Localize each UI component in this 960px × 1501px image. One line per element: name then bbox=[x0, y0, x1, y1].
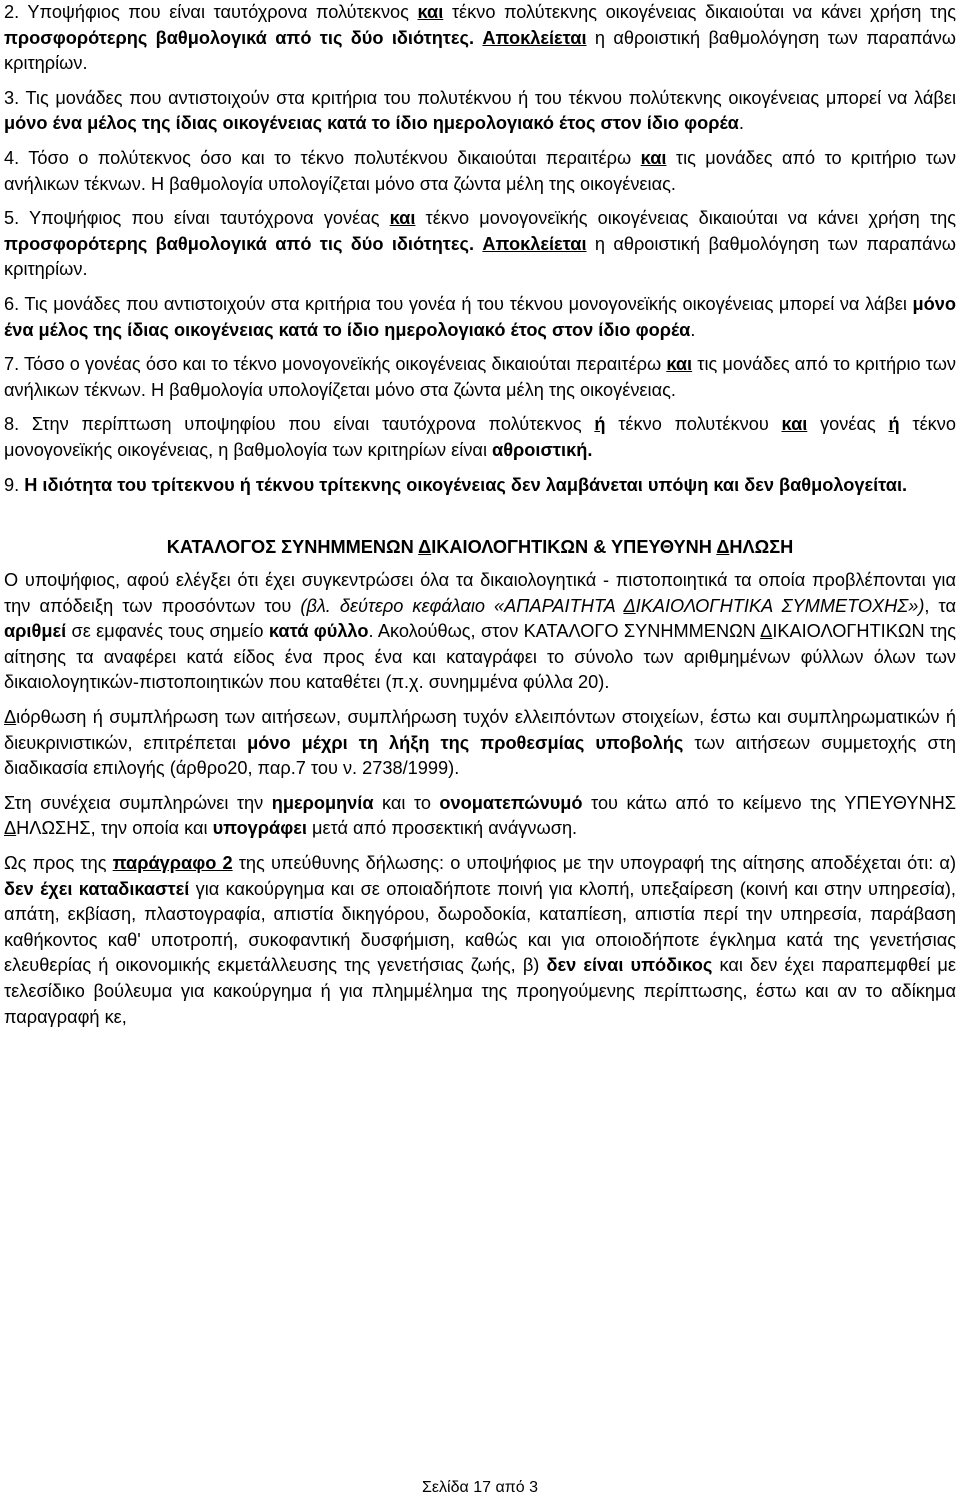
paragraph-corrections bbox=[4, 705, 956, 782]
text-italic-underlined: Δ bbox=[623, 595, 636, 616]
text-bold: υπογράφει bbox=[212, 818, 307, 839]
text: μετά από προσεκτική ανάγνωση. bbox=[306, 818, 578, 839]
text: τέκνο πολυτέκνου bbox=[605, 414, 782, 435]
text-underlined: Δ bbox=[4, 818, 17, 839]
text: ΙΚΑΙΟΛΟΓΗΤΙΚΩΝ της αίτησης τα αναφέρει κατά είδος ένα προς ένα και καταγράφει το σύνολο των αριθμημένων φύλλων όλων των δικαιολογητικών-πιστοποιητικών που καταθέτει (π.χ. συνημμένα φύλλα 20). bbox=[4, 621, 956, 693]
text: 2. Υποψήφιος που είναι ταυτόχρονα πολύτεκνος bbox=[4, 2, 418, 22]
text-bold: προσφορότερης βαθμολογικά από τις δύο ιδιότητες. bbox=[4, 233, 475, 254]
text: τέκνο μονογονεϊκής οικογένειας δικαιούται να κάνει χρήση της bbox=[415, 208, 956, 229]
text: η αθροιστική βαθμολόγηση των παραπάνω κριτηρίων. bbox=[4, 27, 956, 74]
text-bold: κατά φύλλο bbox=[268, 621, 369, 642]
text: τέκνο πολύτεκνης οικογένειας δικαιούται να κάνει χρήση της bbox=[443, 2, 956, 22]
paragraph-8 bbox=[4, 412, 956, 463]
text-bold: μόνο ένα μέλος της ίδιας οικογένειας κατά το ίδιο ημερολογιακό έτος στον ίδιο φορέα bbox=[4, 293, 956, 340]
text: 9. bbox=[4, 474, 25, 495]
text-italic: (βλ. δεύτερο κεφάλαιο «ΑΠΑΡΑΙΤΗΤΑ bbox=[300, 595, 624, 616]
text: και δεν έχει παραπεμφθεί με τελεσίδικο βούλευμα για κακούργημα ή για πλημμέλημα της προηγούμενης περίπτωσης, έστω και αν το αδίκημα παραγραφή κε, bbox=[4, 955, 956, 1027]
paragraph-declaration-2 bbox=[4, 851, 956, 1030]
text: του κάτω από το κείμενο της ΥΠΕΥΘΥΝΗΣ bbox=[582, 792, 957, 813]
text-bold-underlined: και bbox=[640, 147, 667, 168]
text-underlined: Δ bbox=[760, 621, 773, 642]
paragraph-9 bbox=[4, 473, 956, 499]
text-bold: μόνο μέχρι τη λήξη της προθεσμίας υποβολής bbox=[247, 732, 684, 753]
text-bold-underlined: παράγραφο 2 bbox=[112, 853, 233, 874]
text: και το bbox=[373, 792, 440, 813]
document-page bbox=[4, 0, 956, 1039]
text: . bbox=[690, 319, 696, 340]
text: γονέας bbox=[807, 414, 889, 435]
text: τις μονάδες από το κριτήριο των ανήλικων τέκνων. Η βαθμολογία υπολογίζεται μόνο στα ζώντα μέλη της οικογένειας. bbox=[4, 354, 957, 400]
text: . bbox=[738, 113, 744, 134]
text-bold-underlined: και bbox=[417, 2, 444, 22]
text: 5. Υποψήφιος που είναι ταυτόχρονα γονέας bbox=[4, 208, 390, 229]
text-underlined: Δ bbox=[418, 537, 432, 558]
text-bold-underlined: Αποκλείεται bbox=[482, 27, 587, 48]
text-bold-underlined: ή bbox=[594, 414, 606, 435]
text-underlined: Δ bbox=[4, 707, 17, 728]
text-bold: ονοματεπώνυμό bbox=[439, 792, 583, 813]
text: η αθροιστική βαθμολόγηση των παραπάνω κριτηρίων. bbox=[4, 233, 956, 280]
text: Στη συνέχεια συμπληρώνει την bbox=[4, 792, 272, 813]
text-bold: δεν έχει καταδικαστεί bbox=[4, 878, 190, 899]
text: τις μονάδες από το κριτήριο των ανήλικων τέκνων. Η βαθμολογία υπολογίζεται μόνο στα ζώντα μέλη της οικογένειας. bbox=[4, 147, 956, 194]
text-bold: ημερομηνία bbox=[271, 792, 374, 813]
text: . Ακολούθως, στον ΚΑΤΑΛΟΓΟ ΣΥΝΗΜΜΕΝΩΝ bbox=[368, 621, 761, 642]
paragraph-3 bbox=[4, 86, 956, 137]
paragraph-signature bbox=[4, 791, 956, 842]
text-bold-underlined: και bbox=[666, 354, 693, 375]
text: των αιτήσεων συμμετοχής στη διαδικασία επιλογής (άρθρο20, παρ.7 του ν. 2738/1999). bbox=[4, 732, 956, 779]
text: 8. Στην περίπτωση υποψηφίου που είναι ταυτόχρονα πολύτεκνος bbox=[4, 414, 595, 435]
text-bold: μόνο ένα μέλος της ίδιας οικογένειας κατά το ίδιο ημερολογιακό έτος στον ίδιο φορέα bbox=[4, 113, 739, 134]
paragraph-4 bbox=[4, 146, 956, 197]
paragraph-6 bbox=[4, 292, 956, 343]
text: ιόρθωση ή συμπλήρωση των αιτήσεων, συμπλήρωση τυχόν ελλειπόντων στοιχείων, έστω και συμπληρωματικών ή διευκρινιστικών, επιτρέπεται bbox=[4, 707, 956, 753]
text-italic: ΙΚΑΙΟΛΟΓΗΤΙΚΑ ΣΥΜΜΕΤΟΧΗΣ») bbox=[635, 595, 925, 616]
page-footer: Σελίδα 17 από 3 bbox=[422, 1479, 538, 1496]
paragraph-5 bbox=[4, 206, 956, 283]
text-bold: Η ιδιότητα του τρίτεκνου ή τέκνου τρίτεκνης οικογένειας δεν λαμβάνεται υπόψη και δεν βαθμολογείται. bbox=[24, 474, 908, 495]
text: για κακούργημα και σε οποιαδήποτε ποινή για κλοπή, υπεξαίρεση (κοινή και στην υπηρεσία), απάτη, εκβίαση, πλαστογραφία, απιστία δικηγόρου, δωροδοκία, καταπίεση, απιστία περί την υπηρεσία, παράβαση καθήκοντος καθ' υποτροπή, συκοφαντική δυσφήμιση, καθώς και για οποιοδήποτε έγκλημα κατά της γενετήσιας ελευθερίας ή οικονομικής εκμετάλλευσης της γενετήσιας ζωής, β) bbox=[4, 878, 956, 976]
text: ΙΚΑΙΟΛΟΓΗΤΙΚΩΝ & ΥΠΕΥΘΥΝΗ bbox=[431, 537, 717, 558]
paragraph-7 bbox=[4, 352, 956, 403]
text: 6. Τις μονάδες που αντιστοιχούν στα κριτήρια του γονέα ή του τέκνου μονογονεϊκής οικογένειας μπορεί να λάβει bbox=[4, 293, 913, 314]
text: Ως προς της bbox=[4, 853, 113, 874]
text-bold-underlined: ή bbox=[888, 414, 900, 435]
text: 7. Τόσο ο γονέας όσο και το τέκνο μονογονεϊκής οικογένειας δικαιούται περαιτέρω bbox=[4, 354, 667, 375]
text-bold: δεν είναι υπόδικος bbox=[546, 955, 713, 976]
text: ΗΛΩΣΗ bbox=[729, 537, 794, 558]
paragraph-2 bbox=[4, 0, 956, 77]
text-bold: προσφορότερης βαθμολογικά από τις δύο ιδιότητες. bbox=[4, 27, 475, 48]
text-bold-underlined: και bbox=[389, 208, 416, 229]
text-bold: αθροιστική. bbox=[492, 439, 593, 460]
text-underlined: Δ bbox=[716, 537, 730, 558]
text: 3. Τις μονάδες που αντιστοιχούν στα κριτήρια του πολυτέκνου ή του τέκνου πολύτεκνης οικογένειας μπορεί να λάβει bbox=[4, 87, 956, 108]
text: σε εμφανές τους σημείο bbox=[66, 621, 269, 642]
paragraph-catalog-instructions bbox=[4, 568, 956, 696]
text: της υπεύθυνης δήλωσης: ο υποψήφιος με την υπογραφή της αίτησης αποδέχεται ότι: α) bbox=[232, 853, 956, 874]
text: ΗΛΩΣΗΣ, την οποία και bbox=[16, 818, 213, 839]
text: Ο υποψήφιος, αφού ελέγξει ότι έχει συγκεντρώσει όλα τα δικαιολογητικά - πιστοποιητικά τα οποία προβλέπονται για την απόδειξη των προσόντων του bbox=[4, 570, 956, 616]
text: τέκνο μονογονεϊκής οικογένειας, η βαθμολογία των κριτηρίων είναι bbox=[4, 414, 956, 460]
section-heading bbox=[4, 534, 956, 560]
text-bold-underlined: και bbox=[781, 414, 808, 435]
text: ΚΑΤΑΛΟΓΟΣ ΣΥΝΗΜΜΕΝΩΝ bbox=[166, 537, 419, 558]
text-bold-underlined: Αποκλείεται bbox=[482, 233, 587, 254]
text-bold: αριθμεί bbox=[4, 621, 67, 642]
text: 4. Τόσο ο πολύτεκνος όσο και το τέκνο πολυτέκνου δικαιούται περαιτέρω bbox=[4, 147, 641, 168]
text: , τα bbox=[924, 595, 956, 616]
